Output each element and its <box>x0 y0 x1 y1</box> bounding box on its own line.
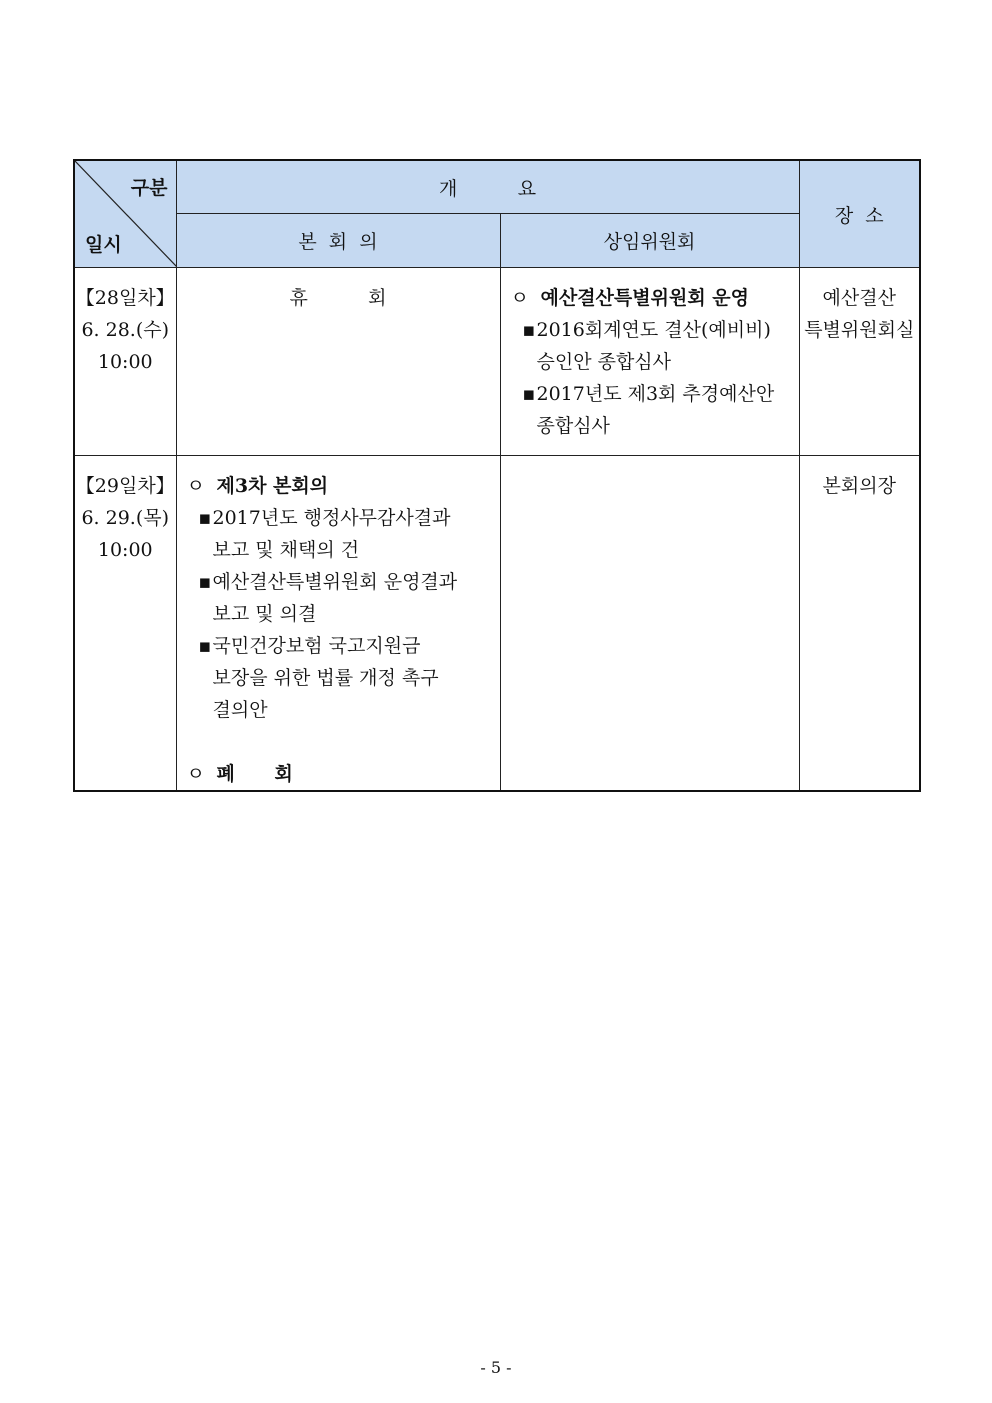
date-cell <box>74 268 176 456</box>
plenary-close: ㅇ 폐 회 <box>187 758 490 790</box>
header-datetime-label: 일시 <box>85 234 122 256</box>
plenary-title: ㅇ 제3차 본회의 <box>187 470 490 502</box>
bullet-icon: ▪ <box>198 635 212 657</box>
committee-title: ㅇ 예산결산특별위원회 운영 <box>511 282 789 314</box>
list-item-cont: 결의안 <box>212 699 268 721</box>
session-time: 10:00 <box>97 351 153 373</box>
list-item-cont: 보고 및 채택의 건 <box>212 539 360 561</box>
list-item-cont: 보고 및 의결 <box>212 603 317 625</box>
list-item-cont: 보장을 위한 법률 개정 촉구 <box>212 667 439 689</box>
list-item: ▪2017년도 제3회 추경예산안 <box>511 378 789 410</box>
session-time: 10:00 <box>97 539 153 561</box>
location-cell <box>799 268 920 456</box>
header-committee: 상임위원회 <box>500 214 799 268</box>
location-line: 본회의장 <box>822 475 896 497</box>
list-item-cont: 승인안 종합심사 <box>536 351 672 373</box>
plenary-cell <box>176 268 500 456</box>
list-item-cont: 종합심사 <box>536 415 610 437</box>
circle-icon: ㅇ <box>510 287 529 309</box>
circle-icon: ㅇ <box>186 763 205 785</box>
header-location: 장 소 <box>799 160 920 268</box>
table-row <box>74 268 920 456</box>
list-item: ▪예산결산특별위원회 운영결과 <box>187 566 490 598</box>
list-item: ▪2017년도 행정사무감사결과 <box>187 502 490 534</box>
circle-icon: ㅇ <box>186 475 205 497</box>
header-category-label: 구분 <box>130 177 168 199</box>
list-item: ▪국민건강보험 국고지원금 <box>187 630 490 662</box>
location-line: 예산결산 <box>822 287 896 309</box>
committee-cell <box>500 268 799 456</box>
session-day: 【29일차】 <box>75 475 175 497</box>
bullet-icon: ▪ <box>522 383 536 405</box>
location-cell <box>799 456 920 792</box>
bullet-icon: ▪ <box>198 507 212 529</box>
table-row <box>74 456 920 792</box>
session-date: 6. 29.(목) <box>81 507 170 529</box>
session-day: 【28일차】 <box>75 287 175 309</box>
header-plenary: 본 회 의 <box>176 214 500 268</box>
date-cell <box>74 456 176 792</box>
committee-cell <box>500 456 799 792</box>
header-overview: 개 요 <box>176 160 799 214</box>
list-item: ▪2016회계연도 결산(예비비) <box>511 314 789 346</box>
page-number: - 5 - <box>480 1358 512 1377</box>
location-line: 특별위원회실 <box>804 319 915 341</box>
bullet-icon: ▪ <box>522 319 536 341</box>
bullet-icon: ▪ <box>198 571 212 593</box>
header-corner-cell <box>74 160 176 268</box>
schedule-table <box>73 159 921 792</box>
session-date: 6. 28.(수) <box>81 319 170 341</box>
plenary-cell <box>176 456 500 792</box>
recess-text: 휴 회 <box>289 287 387 309</box>
